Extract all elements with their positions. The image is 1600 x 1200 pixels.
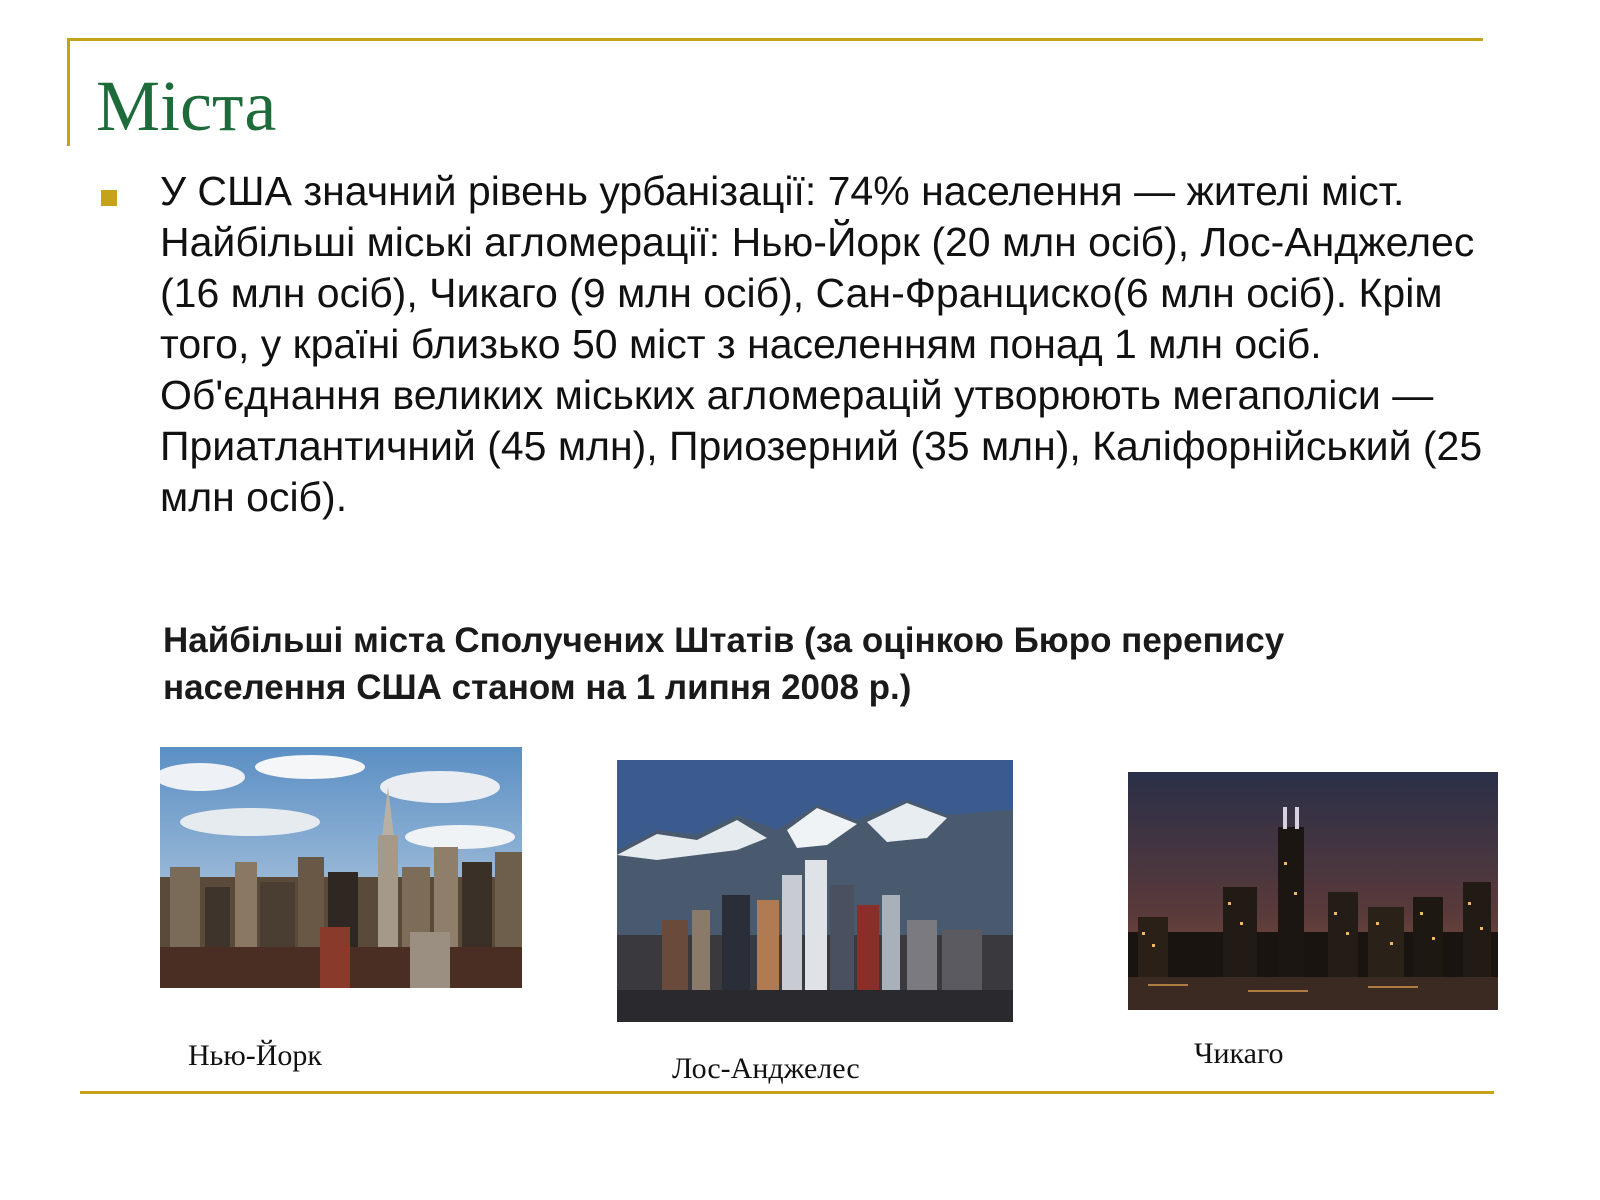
los-angeles-photo xyxy=(617,760,1013,1022)
new-york-label: Нью-Йорк xyxy=(188,1039,322,1072)
bullet-text: У США значний рівень урбанізації: 74% населення — жителі міст. Найбільші міські агломерації: Нью-Йорк (20 млн осіб), Лос-Анджелес (16 млн осіб), Чикаго (9 млн осіб), Сан-Франциско(6 млн осіб). Крім того, у країні близько 50 міст з населенням понад 1 млн осіб. Об'єднання великих міських агломерацій утворюють мегаполіси — Приатлантичний (45 млн), Приозерний (35 млн), Каліфорнійський (25 млн осіб). xyxy=(160,168,1483,520)
bullet-marker-icon xyxy=(101,190,117,206)
top-rule xyxy=(67,38,1483,41)
left-rule xyxy=(67,38,70,146)
caption: Найбільші міста Сполучених Штатів (за оцінкою Бюро перепису населення США станом на 1 липня 2008 р.) xyxy=(163,621,1285,707)
new-york-photo xyxy=(160,747,522,988)
chicago-label: Чикаго xyxy=(1194,1037,1284,1070)
bottom-rule xyxy=(80,1091,1494,1094)
los-angeles-label: Лос-Анджелес xyxy=(672,1052,860,1085)
chicago-photo xyxy=(1128,772,1498,1010)
slide-title: Міста xyxy=(96,66,277,146)
